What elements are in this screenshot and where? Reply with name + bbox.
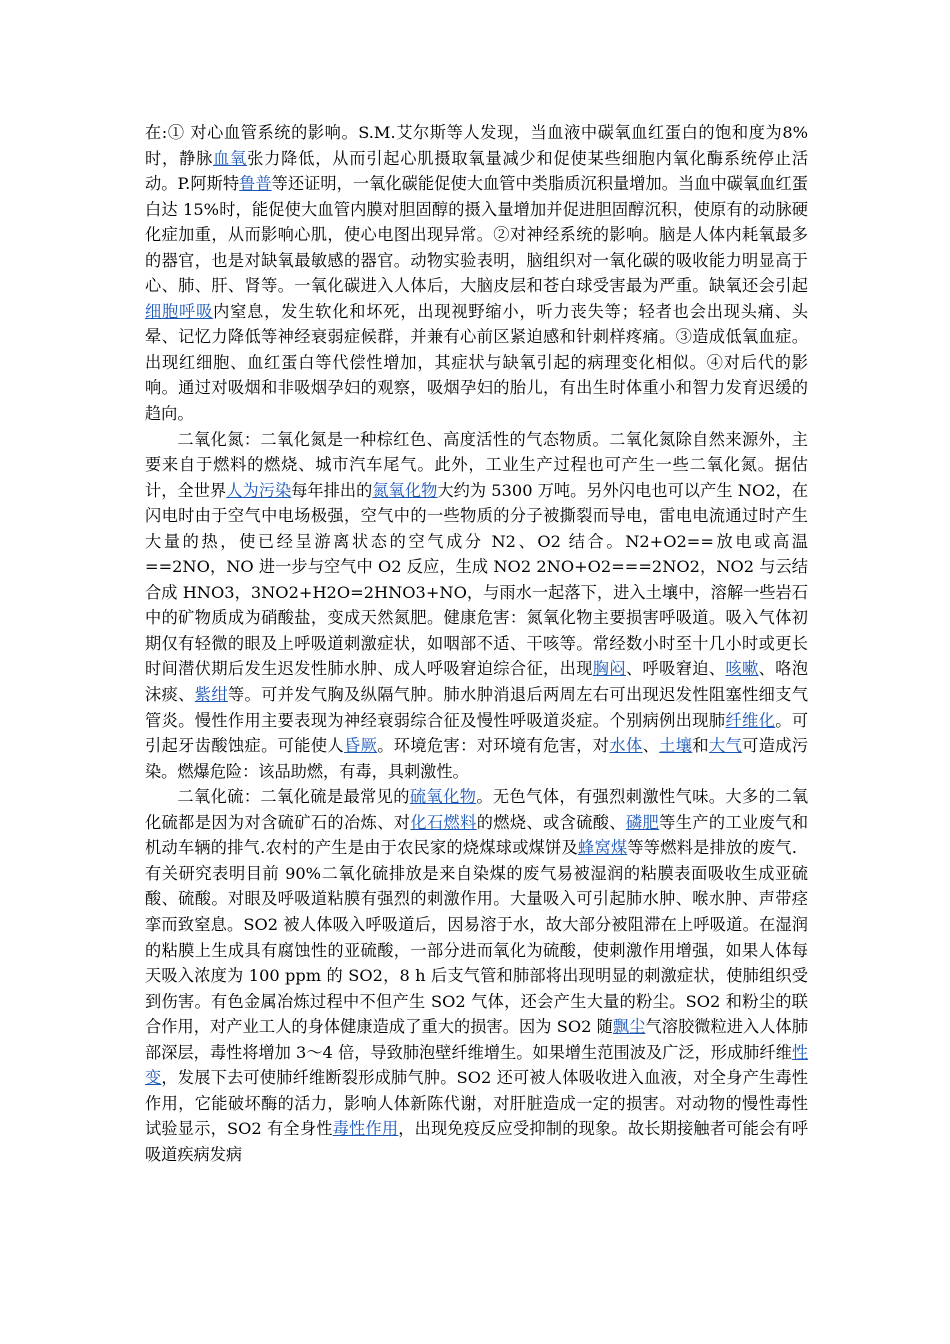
text-run: 可造成污染。燃爆危险：该品助燃，有毒，具刺激性。 bbox=[145, 736, 809, 781]
term-link[interactable]: 胸闷 bbox=[592, 659, 626, 679]
text-run: 每年排出的 bbox=[291, 480, 373, 500]
term-link[interactable]: 飘尘 bbox=[612, 1017, 646, 1037]
text-run: 、咯泡沫痰、 bbox=[145, 659, 809, 705]
term-link[interactable]: 性变 bbox=[145, 1042, 808, 1088]
term-link[interactable]: 硫氧化物 bbox=[409, 787, 477, 807]
text-run: 的燃烧、或含硫酸、 bbox=[476, 812, 626, 832]
term-link[interactable]: 纤维化 bbox=[725, 710, 776, 730]
text-run: 等生产的工业废气和机动车辆的排气.农村的产生是由于农民家的烧煤球或煤饼及 bbox=[145, 812, 809, 858]
text-run: 内窒息，发生软化和坏死，出现视野缩小，听力丧失等；轻者也会出现头痛、头晕、记忆力降低等神经衰弱症候群，并兼有心前区紧迫感和针刺样疼痛。③造成低氧血症。出现红细胞、血红蛋白等代偿性增加，其症状与缺氧引起的病理变化相似。④对后代的影响。通过对吸烟和非吸烟孕妇的观察，吸烟孕妇的胎儿，有出生时体重小和智力发育迟缓的趋向。 bbox=[145, 301, 809, 424]
text-run: 二氧化氮：二氧化氮是一种棕红色、高度活性的气态物质。二氧化氮除自然来源外，主要来自于燃料的燃烧、城市汽车尾气。此外，工业生产过程也可产生一些二氧化氮。据估计，全世界 bbox=[145, 429, 808, 500]
text-run: 张力降低，从而引起心肌摄取氧量减少和促使某些细胞内氧化酶系统停止活动。P.阿斯特 bbox=[145, 148, 809, 194]
term-link[interactable]: 氮氧化物 bbox=[372, 480, 438, 500]
text-run: ，出现免疫反应受抑制的现象。故长期接触者可能会有呼吸道疾病发病 bbox=[145, 1119, 809, 1164]
document-body bbox=[145, 120, 808, 1167]
term-link[interactable]: 水体 bbox=[609, 736, 643, 756]
text-run: 、 bbox=[642, 736, 660, 756]
term-link[interactable]: 人为污染 bbox=[226, 480, 292, 500]
text-run: 等。可并发气胸及纵隔气肿。肺水肿消退后两周左右可出现迟发性阻塞性细支气管炎。慢性作用主要表现为神经衰弱综合征及慢性呼吸道炎症。个别病例出现肺 bbox=[145, 685, 809, 730]
term-link[interactable]: 磷肥 bbox=[625, 812, 660, 832]
text-run: ，发展下去可使肺纤维断裂形成肺气肿。SO2 还可被人体吸收进入血液，对全身产生毒性作用，它能破坏酶的活力，影响人体新陈代谢，对肝脏造成一定的损害。对动物的慢性毒性试验显示，SO2 有全身性 bbox=[145, 1068, 808, 1139]
text-run: 等等燃料是排放的废气．有关研究表明目前 90%二氧化硫排放是来自染煤的废气易被湿润的粘膜表面吸收生成亚硫酸、硫酸。对眼及呼吸道粘膜有强烈的刺激作用。大量吸入可引起肺水肿、喉水肿、声带痉挛而致窒息。SO2 被人体吸入呼吸道后，因易溶于水，故大部分被阻滞在上呼吸道。在湿润的粘膜上生成具有腐蚀性的亚硫酸，一部分进而氧化为硫酸，使刺激作用增强，如果人体每天吸入浓度为 100 ppm 的 SO2，8 h 后支气管和肺部将出现明显的刺激症状，使肺组织受到伤害。有色金属冶炼过程中不但产生 SO2 气体，还会产生大量的粉尘。SO2 和粉尘的联合作用，对产业工人的身体健康造成了重大的损害。因为 SO2 随 bbox=[145, 838, 809, 1037]
text-run: 、呼吸窘迫、 bbox=[625, 659, 726, 679]
text-run: 气溶胶微粒进入人体肺部深层，毒性将增加 3～4 倍，导致肺泡壁纤维增生。如果增生范围波及广泛，形成肺纤维 bbox=[145, 1017, 809, 1062]
text-run: 二氧化硫：二氧化硫是最常见的 bbox=[177, 787, 410, 807]
term-link[interactable]: 咳嗽 bbox=[725, 659, 759, 679]
term-link[interactable]: 紫绀 bbox=[194, 685, 228, 705]
term-link[interactable]: 大气 bbox=[708, 736, 743, 756]
text-run: 等还证明，一氧化碳能促使大血管中类脂质沉积量增加。当血中碳氧血红蛋白达 15%时，能促使大血管内膜对胆固醇的摄入量增加并促进胆固醇沉积，使原有的动脉硬化症加重，从而影响心肌，使心电图出现异常。②对神经系统的影响。脑是人体内耗氧最多的器官，也是对缺氧最敏感的器官。动物实验表明，脑组织对一氧化碳的吸收能力明显高于心、肺、肝、肾等。一氧化碳进入人体后，大脑皮层和苍白球受害最为严重。缺氧还会引起 bbox=[145, 174, 808, 296]
term-link[interactable]: 鲁普 bbox=[239, 174, 272, 194]
paragraph bbox=[145, 784, 808, 1167]
term-link[interactable]: 蜂窝煤 bbox=[578, 838, 628, 858]
term-link[interactable]: 化石燃料 bbox=[410, 812, 477, 832]
text-run: 大约为 5300 万吨。另外闪电也可以产生 NO2，在闪电时由于空气中电场极强，空气中的一些物质的分子被撕裂而导电，雷电电流通过时产生大量的热，使已经呈游离状态的空气成分 N2、O2 结合。N2+O2==放电或高温==2NO，NO 进一步与空气中 O2 反应，生成 NO2 2NO+O2===2NO2，NO2 与云结合成 HNO3，3NO2+H2O=2HNO3+NO，与雨水一起落下，进入土壤中，溶解一些岩石中的矿物质成为硝酸盐，变成天然氮肥。健康危害：氮氧化物主要损害呼吸道。吸入气体初期仅有轻微的眼及上呼吸道刺激症状，如咽部不适、干咳等。常经数小时至十几小时或更长时间潜伏期后发生迟发性肺水肿、成人呼吸窘迫综合征，出现 bbox=[145, 480, 809, 679]
term-link[interactable]: 细胞呼吸 bbox=[145, 301, 214, 321]
paragraph bbox=[145, 120, 808, 427]
paragraph bbox=[145, 427, 808, 785]
text-run: 和 bbox=[692, 736, 709, 756]
text-run: 在:① 对心血管系统的影响。S.M.艾尔斯等人发现，当血液中碳氧血红蛋白的饱和度为8%时，静脉 bbox=[145, 123, 808, 168]
term-link[interactable]: 毒性作用 bbox=[332, 1119, 399, 1139]
text-run: 。环境危害：对环境有危害，对 bbox=[377, 736, 610, 756]
text-run: 。无色气体，有强烈刺激性气味。大多的二氧化硫都是因为对含硫矿石的冶炼、对 bbox=[145, 787, 809, 832]
term-link[interactable]: 昏厥 bbox=[344, 736, 378, 756]
term-link[interactable]: 血氧 bbox=[213, 148, 248, 168]
term-link[interactable]: 土壤 bbox=[659, 736, 693, 756]
text-run: 。可引起牙齿酸蚀症。可能使人 bbox=[145, 710, 809, 756]
